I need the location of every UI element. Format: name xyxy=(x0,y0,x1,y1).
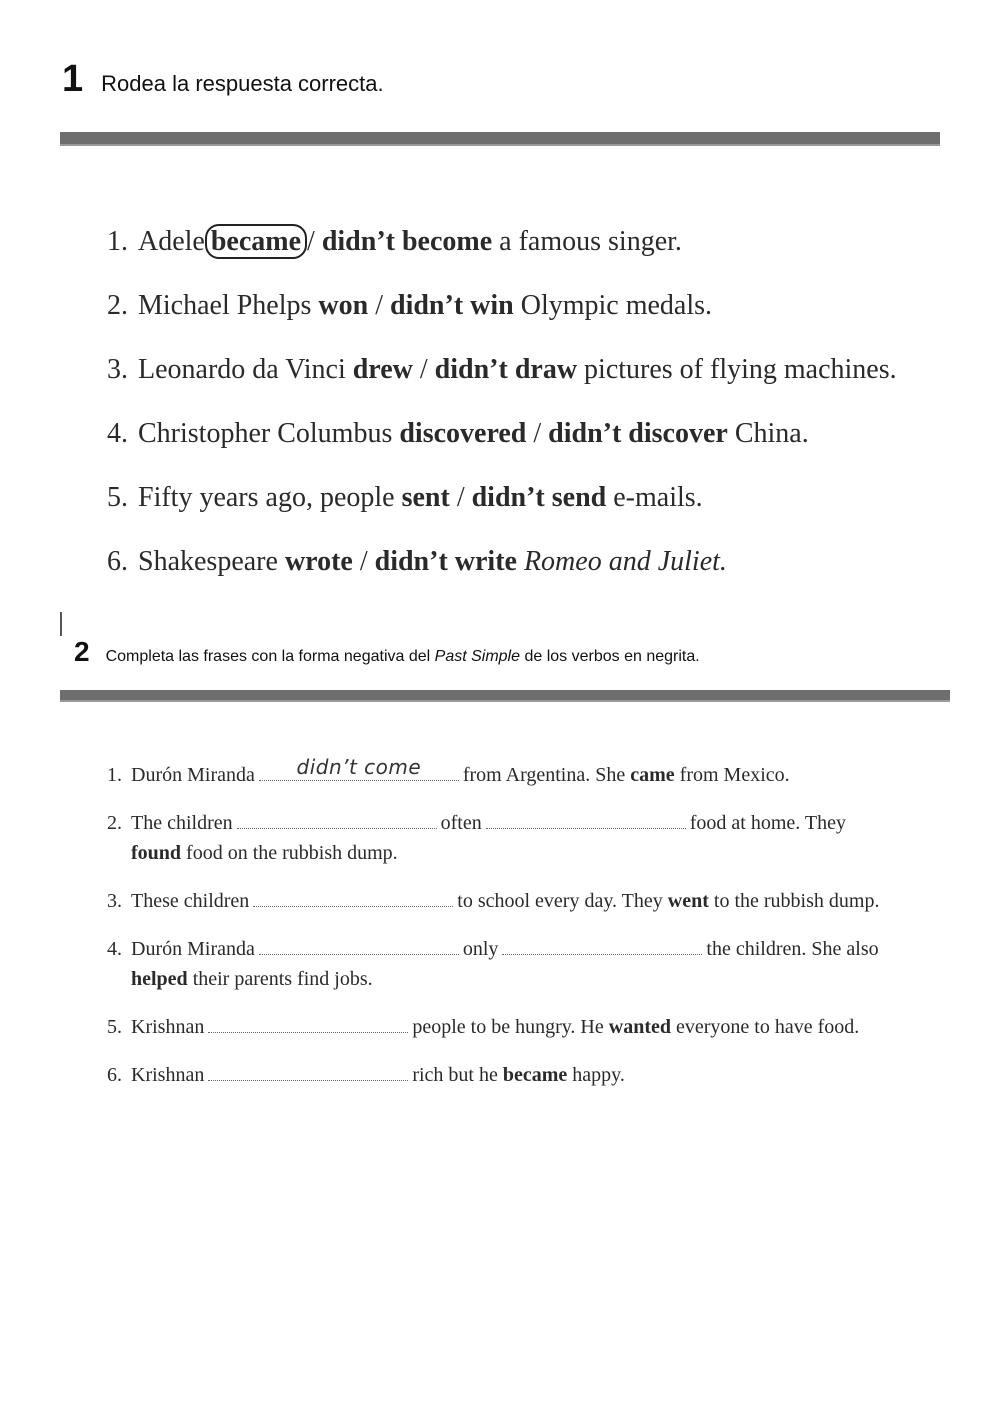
text-cursor-mark xyxy=(60,612,62,636)
exercise-1-list xyxy=(107,222,897,606)
option-separator: / xyxy=(307,226,322,257)
option-a-circled[interactable]: became xyxy=(205,224,307,259)
item-subject: Fifty years ago, people xyxy=(138,482,402,513)
option-b[interactable]: didn’t discover xyxy=(548,418,728,449)
item-text: Durón Miranda xyxy=(131,938,255,960)
item-number: 1. xyxy=(107,764,122,786)
exercise-1-item xyxy=(107,414,897,478)
exercise-1-item xyxy=(107,350,897,414)
item-text: food at home. They xyxy=(689,812,846,834)
item-text: their parents find jobs. xyxy=(187,968,373,990)
item-text: the children. She also xyxy=(706,938,879,960)
exercise-2-item xyxy=(107,1060,967,1090)
option-separator: / xyxy=(412,354,435,385)
exercise-1-item xyxy=(107,222,897,286)
item-text: to school every day. They xyxy=(457,890,668,912)
section-2-number: 2 xyxy=(74,636,90,667)
item-text: to the rubbish dump. xyxy=(708,890,880,912)
answer-blank[interactable] xyxy=(259,755,459,781)
option-separator: / xyxy=(352,546,375,577)
bold-verb: helped xyxy=(131,968,188,990)
handwritten-answer: didn’t come xyxy=(296,755,422,779)
instruction-post: de los verbos en negrita. xyxy=(520,648,700,665)
option-b[interactable]: didn’t become xyxy=(321,226,493,257)
item-text: Krishnan xyxy=(131,1016,205,1038)
answer-blank[interactable] xyxy=(502,938,702,955)
section-2-instruction xyxy=(106,648,700,666)
item-rest: a famous singer. xyxy=(492,226,682,257)
exercise-1-item xyxy=(107,286,897,350)
section-1-header xyxy=(62,58,384,101)
answer-blank[interactable] xyxy=(486,812,686,829)
exercise-1-item xyxy=(107,542,897,606)
item-text: from Mexico. xyxy=(674,764,790,786)
section-1-divider xyxy=(60,132,940,146)
item-rest: e-mails. xyxy=(606,482,703,513)
exercise-2-item xyxy=(107,808,967,868)
section-1-number: 1 xyxy=(62,58,84,100)
item-number: 2. xyxy=(107,290,128,321)
item-number: 5. xyxy=(107,1016,122,1038)
option-a[interactable]: sent xyxy=(401,482,450,513)
item-number: 1. xyxy=(107,226,128,257)
item-number: 4. xyxy=(107,418,128,449)
item-text: everyone to have food. xyxy=(671,1016,860,1038)
instruction-italic: Past Simple xyxy=(434,648,521,665)
option-a[interactable]: discovered xyxy=(399,418,527,449)
bold-verb: became xyxy=(502,1064,568,1086)
item-text: people to be hungry. He xyxy=(412,1016,609,1038)
section-1-instruction: Rodea la respuesta correcta. xyxy=(101,71,384,96)
exercise-2-list xyxy=(107,755,967,1108)
exercise-2-item xyxy=(107,1012,967,1042)
item-rest xyxy=(517,546,524,577)
bold-verb: wanted xyxy=(608,1016,671,1038)
item-text: often xyxy=(440,812,482,834)
option-b[interactable]: didn’t win xyxy=(390,290,514,321)
answer-blank[interactable] xyxy=(208,1016,408,1033)
item-number: 5. xyxy=(107,482,128,513)
option-separator: / xyxy=(368,290,390,321)
item-subject: Adele xyxy=(138,226,205,257)
bold-verb: went xyxy=(667,890,709,912)
exercise-2-item xyxy=(107,934,967,994)
answer-blank[interactable] xyxy=(208,1064,408,1081)
section-2-divider xyxy=(60,690,950,702)
bold-verb: came xyxy=(630,764,675,786)
item-number: 3. xyxy=(107,890,122,912)
item-text: happy. xyxy=(567,1064,625,1086)
item-text: only xyxy=(462,938,499,960)
option-a[interactable]: drew xyxy=(352,354,413,385)
exercise-2-item xyxy=(107,886,967,916)
item-text: from Argentina. She xyxy=(462,764,631,786)
option-separator: / xyxy=(449,482,472,513)
item-rest: Olympic medals. xyxy=(513,290,713,321)
item-rest: China. xyxy=(727,418,809,449)
answer-blank[interactable] xyxy=(259,938,459,955)
option-separator: / xyxy=(526,418,549,449)
section-2-header xyxy=(74,636,700,668)
item-subject: Leonardo da Vinci xyxy=(138,354,353,385)
option-a[interactable]: wrote xyxy=(284,546,353,577)
answer-blank[interactable] xyxy=(237,812,437,829)
item-subject: Shakespeare xyxy=(138,546,285,577)
option-b[interactable]: didn’t write xyxy=(374,546,517,577)
item-text: These children xyxy=(131,890,250,912)
option-b[interactable]: didn’t draw xyxy=(434,354,578,385)
bold-verb: found xyxy=(131,842,182,864)
item-title-italic: Romeo and Juliet. xyxy=(523,546,727,577)
item-text: The children xyxy=(131,812,233,834)
item-text: Durón Miranda xyxy=(131,764,255,786)
answer-blank[interactable] xyxy=(253,890,453,907)
item-text: food on the rubbish dump. xyxy=(181,842,398,864)
option-b[interactable]: didn’t send xyxy=(471,482,607,513)
item-text: Krishnan xyxy=(131,1064,205,1086)
exercise-2-item xyxy=(107,755,967,790)
exercise-1-item xyxy=(107,478,897,542)
item-number: 6. xyxy=(107,546,128,577)
instruction-pre: Completa las frases con la forma negativa del xyxy=(105,648,435,665)
item-subject: Michael Phelps xyxy=(138,290,319,321)
item-subject: Christopher Columbus xyxy=(138,418,400,449)
item-rest: pictures of flying machines. xyxy=(577,354,897,385)
item-number: 3. xyxy=(107,354,128,385)
item-number: 6. xyxy=(107,1064,122,1086)
option-a[interactable]: won xyxy=(318,290,369,321)
item-text: rich but he xyxy=(412,1064,503,1086)
item-number: 2. xyxy=(107,812,122,834)
item-number: 4. xyxy=(107,938,122,960)
